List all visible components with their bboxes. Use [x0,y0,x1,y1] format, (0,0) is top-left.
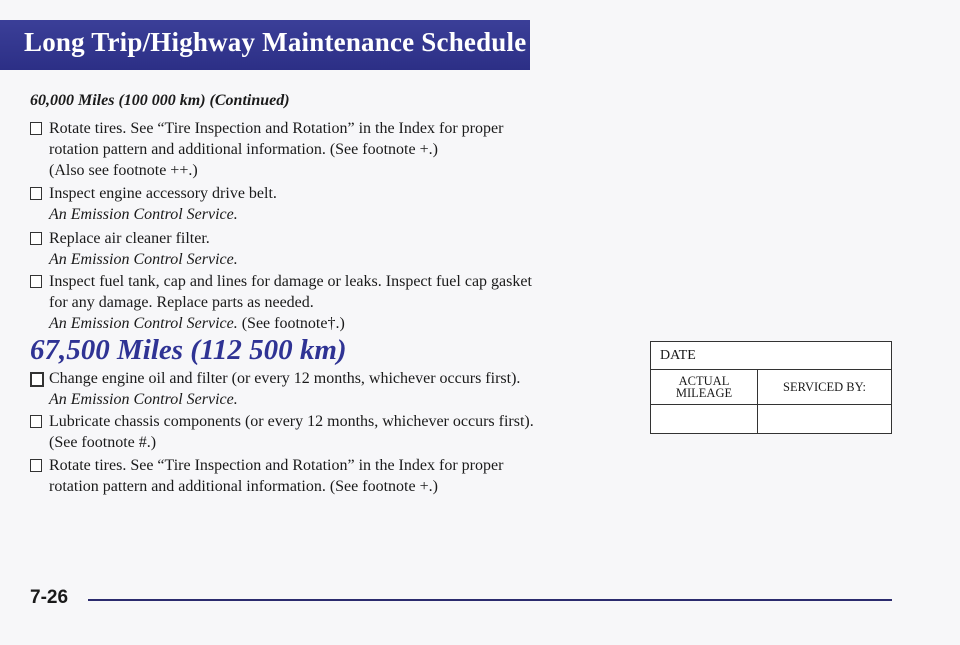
item-note-suffix: (See footnote†.) [237,315,345,332]
checkbox-icon [30,232,42,245]
section-continued-heading: 60,000 Miles (100 000 km) (Continued) [30,92,290,109]
footer-divider [88,599,892,601]
item-text: Rotate tires. See “Tire Inspection and Rotation” in the Index for proper [49,457,504,474]
checkbox-icon [30,275,42,288]
actual-label: ACTUAL [678,374,730,388]
section-heading: 67,500 Miles (112 500 km) [30,334,347,366]
serviced-by-header: SERVICED BY: [758,370,892,405]
actual-mileage-field[interactable] [651,405,758,434]
item-text: Rotate tires. See “Tire Inspection and Rotation” in the Index for proper [49,120,504,137]
mileage-label: MILEAGE [675,386,733,400]
item-note-line [49,313,345,334]
checkbox-icon [30,187,42,200]
item-text: Change engine oil and filter (or every 12 months, whichever occurs first). [49,370,521,387]
item-note: An Emission Control Service. [49,315,238,332]
item-text: rotation pattern and additional information. (See footnote +.) [49,478,438,495]
item-text: rotation pattern and additional information. (See footnote +.) [49,141,438,158]
item-text: for any damage. Replace parts as needed. [49,294,314,311]
checkbox-icon [30,372,44,387]
page-banner [0,20,530,70]
checkbox-icon [30,459,42,472]
item-note: An Emission Control Service. [49,206,238,223]
date-label: DATE [660,348,696,363]
service-record-table [650,341,892,434]
serviced-by-field[interactable] [758,405,892,434]
item-note: An Emission Control Service. [49,391,238,408]
page-number: 7-26 [30,587,69,608]
item-text: Lubricate chassis components (or every 12 months, whichever occurs first). [49,413,534,430]
checkbox-icon [30,122,42,135]
item-text: (See footnote #.) [49,434,157,451]
item-text: Inspect fuel tank, cap and lines for damage or leaks. Inspect fuel cap gasket [49,273,532,290]
date-field[interactable] [651,342,892,370]
item-text: Replace air cleaner filter. [49,230,210,247]
item-text: Inspect engine accessory drive belt. [49,185,277,202]
item-note: An Emission Control Service. [49,251,238,268]
item-text: (Also see footnote ++.) [49,162,198,179]
actual-mileage-header [651,370,758,405]
page-title: Long Trip/Highway Maintenance Schedule [24,27,527,57]
checkbox-icon [30,415,42,428]
